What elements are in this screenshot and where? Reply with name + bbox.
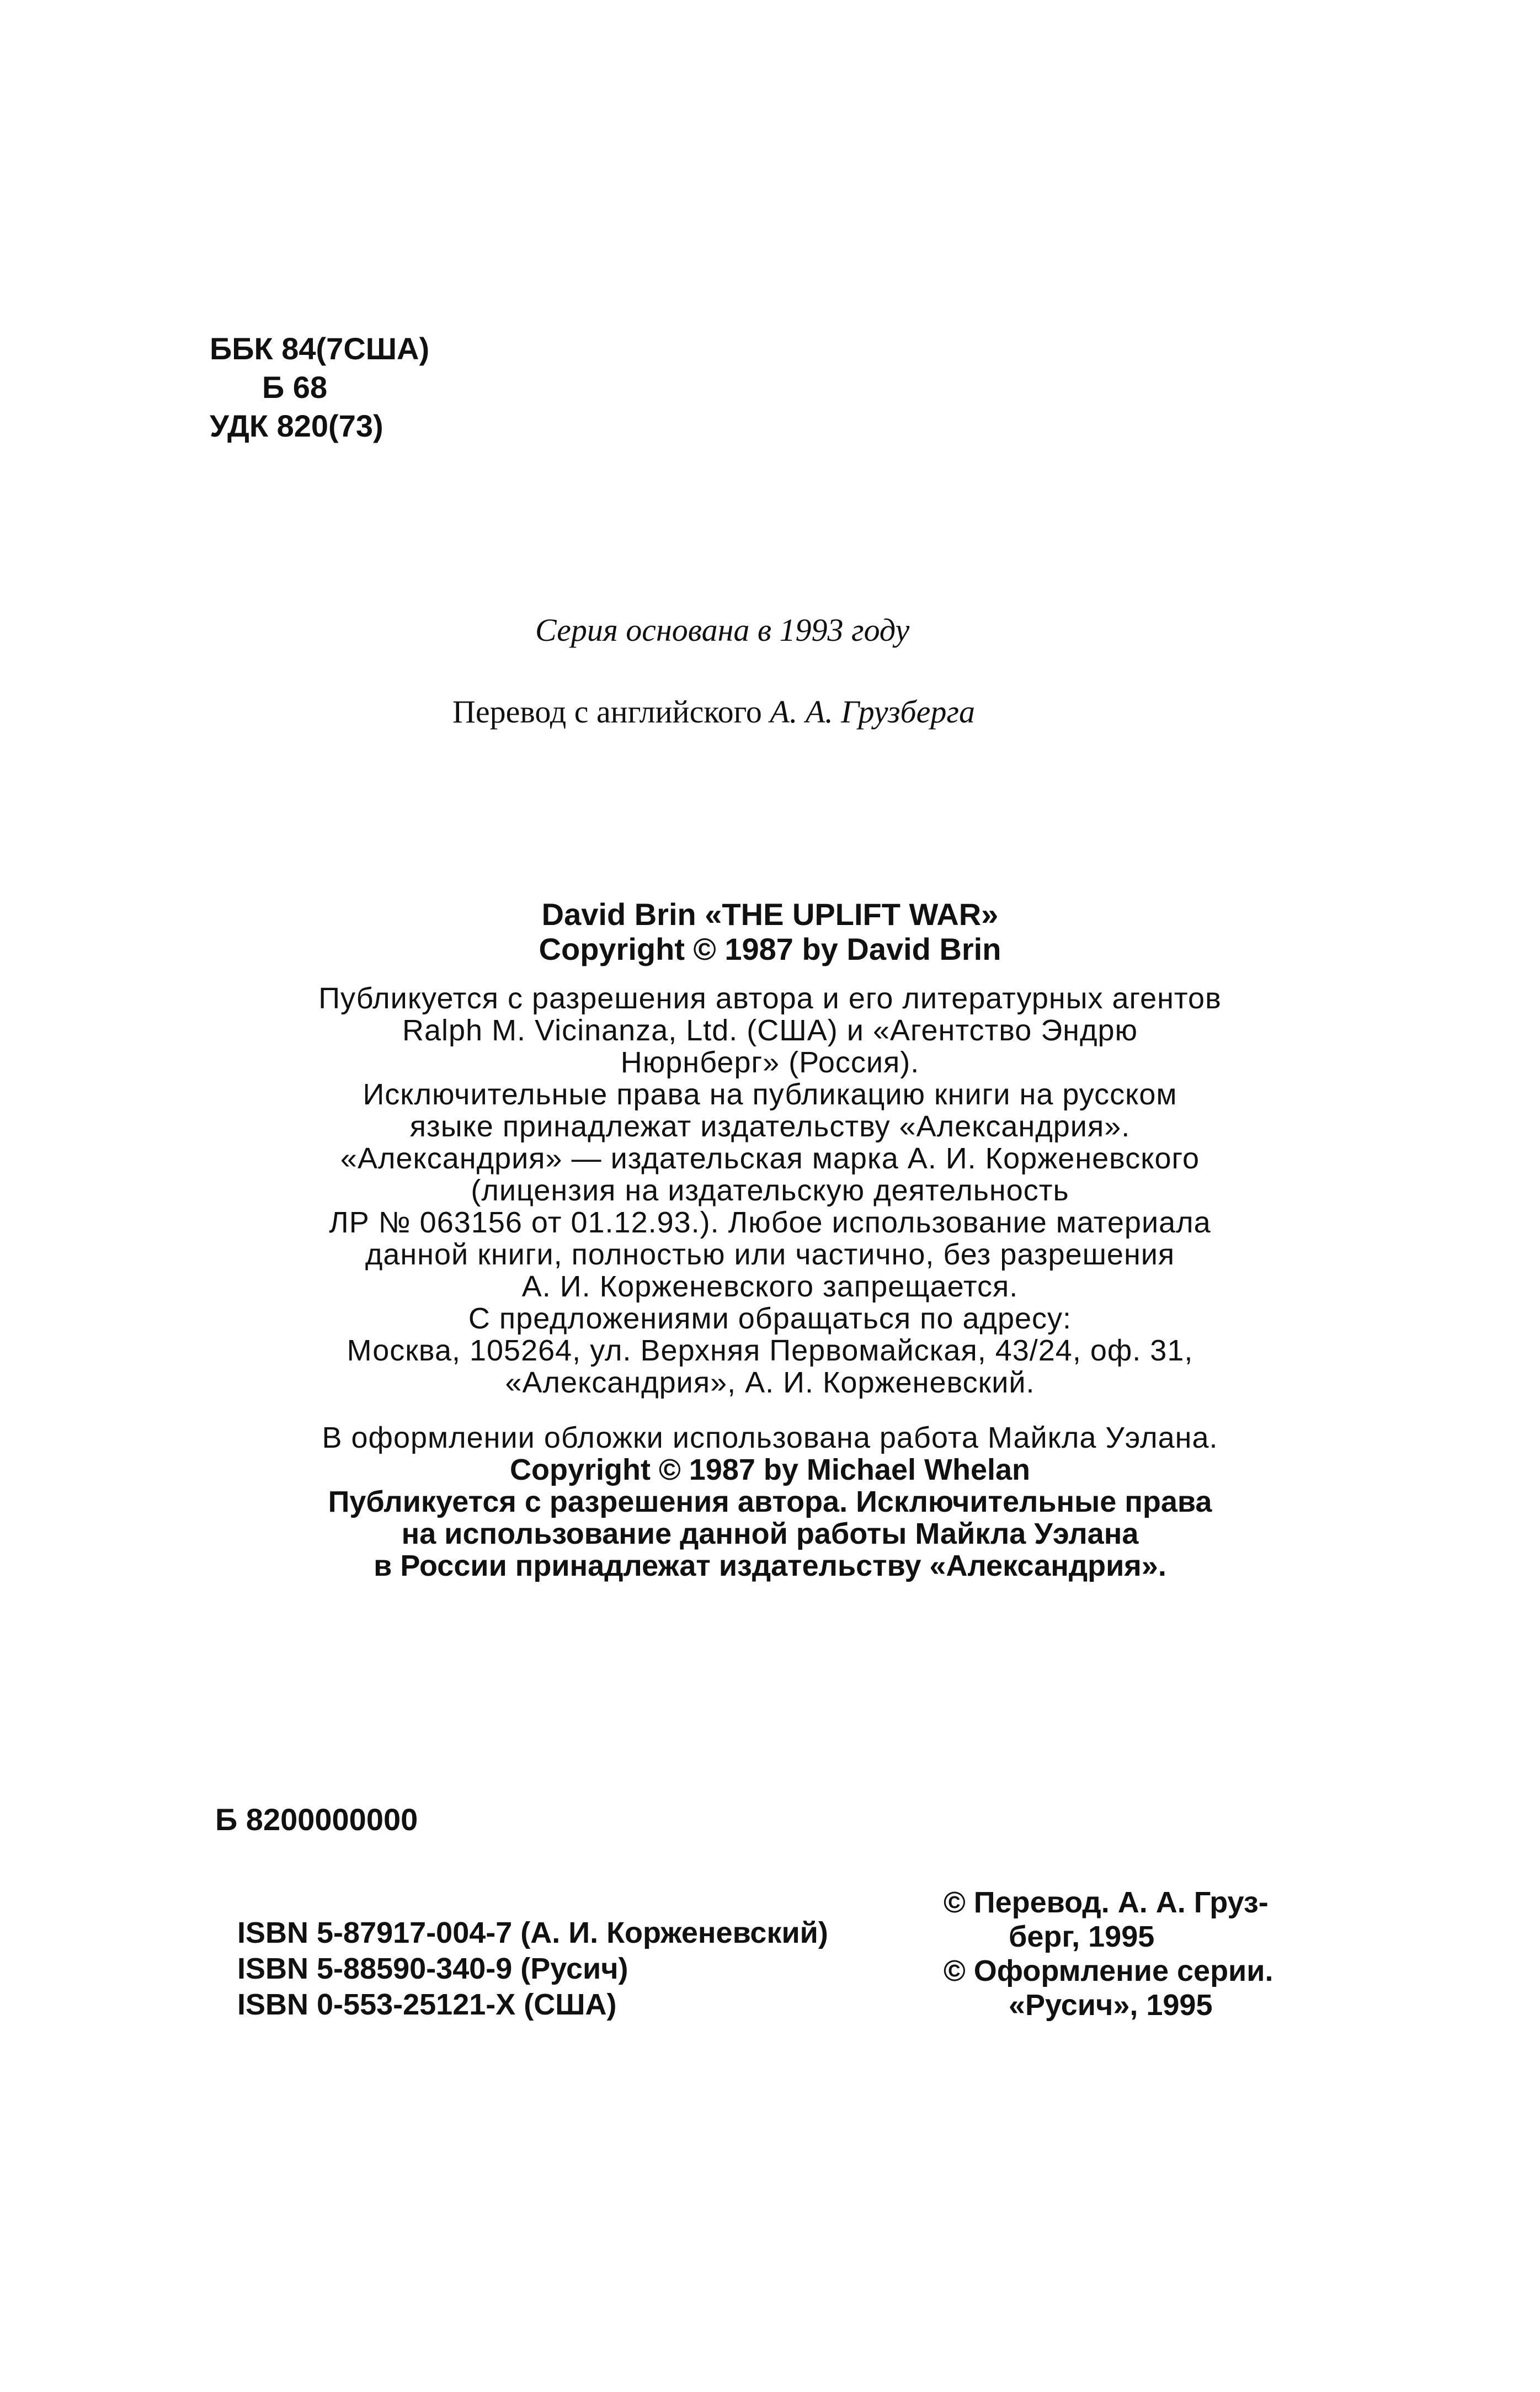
translation-prefix: Перевод с английского <box>452 694 770 730</box>
rights-line: © Оформление серии. <box>944 1954 1273 1987</box>
cover-credit-line: в России принадлежат издательству «Александрия». <box>374 1549 1166 1582</box>
copyright-line: Публикуется с разрешения автора и его литературных агентов <box>318 982 1222 1015</box>
rights-line: «Русич», 1995 <box>1009 1989 1213 2022</box>
copyright-line: А. И. Корженевского запрещается. <box>521 1270 1019 1303</box>
copyright-line: Copyright © 1987 by David Brin <box>539 932 1001 966</box>
cover-credit-line: Copyright © 1987 by Michael Whelan <box>510 1453 1030 1486</box>
cover-credit-line: Публикуется с разрешения автора. Исключительные права <box>328 1485 1212 1518</box>
copyright-line: David Brin «THE UPLIFT WAR» <box>541 897 999 932</box>
copyright-line: Исключительные права на публикацию книги на русском <box>363 1078 1177 1111</box>
translator-name: А. А. Грузберга <box>770 694 976 730</box>
copyright-line: языке принадлежат издательству «Александрия». <box>409 1110 1131 1143</box>
udk-code: УДК 820(73) <box>210 408 383 443</box>
copyright-line: (лицензия на издательскую деятельность <box>471 1174 1069 1207</box>
isbn-line: ISBN 5-88590-340-9 (Русич) <box>237 1952 628 1985</box>
cover-credit-line: В оформлении обложки использована работа Майкла Уэлана. <box>322 1421 1218 1454</box>
copyright-line: ЛР № 063156 от 01.12.93.). Любое использование материала <box>329 1206 1211 1239</box>
series-founded: Серия основана в 1993 году <box>535 612 910 648</box>
rights-line: берг, 1995 <box>1009 1920 1155 1953</box>
copyright-line: Ralph M. Vicinanza, Ltd. (США) и «Агентство Эндрю <box>402 1014 1138 1047</box>
copyright-line: «Александрия», А. И. Корженевский. <box>505 1366 1035 1399</box>
bbk-code: ББК 84(7США) <box>210 331 430 366</box>
rights-line: © Перевод. А. А. Груз- <box>944 1886 1269 1919</box>
copyright-line: Нюрнберг» (Россия). <box>620 1046 920 1079</box>
translation-credit <box>452 694 975 730</box>
copyright-line: «Александрия» — издательская марка А. И. Корженевского <box>340 1142 1200 1175</box>
copyright-line: С предложениями обращаться по адресу: <box>468 1302 1072 1335</box>
isbn-line: ISBN 0-553-25121-X (США) <box>237 1988 617 2021</box>
cover-credit-line: на использование данной работы Майкла Уэлана <box>401 1517 1139 1550</box>
isbn-line: ISBN 5-87917-004-7 (А. И. Корженевский) <box>237 1916 828 1949</box>
catalog-code: Б 8200000000 <box>215 1802 418 1837</box>
copyright-line: данной книги, полностью или частично, без разрешения <box>365 1238 1175 1271</box>
author-mark: Б 68 <box>262 370 328 405</box>
copyright-line: Москва, 105264, ул. Верхняя Первомайская, 43/24, оф. 31, <box>347 1334 1193 1367</box>
